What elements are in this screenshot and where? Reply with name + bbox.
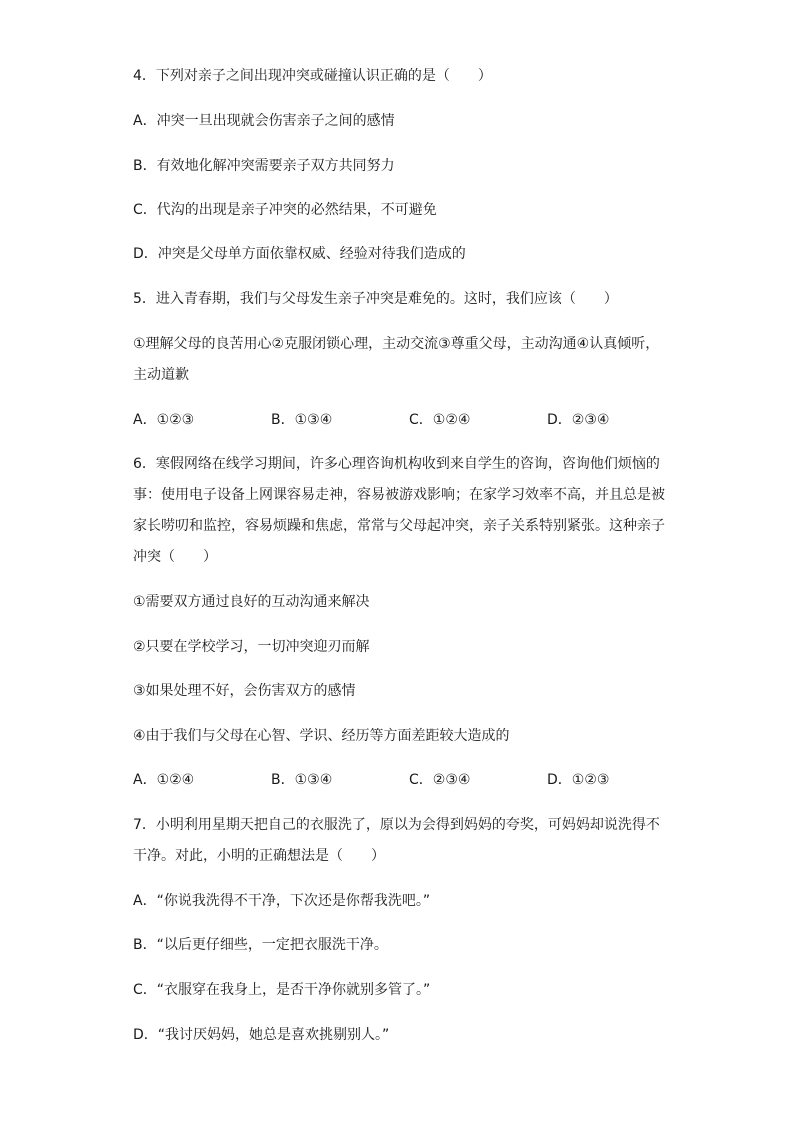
question-7-option-b: B．“以后更仔细些，一定把衣服洗干净。 xyxy=(133,937,388,953)
question-6-stem-line-4: 冲突（ ） xyxy=(133,549,217,565)
question-7-option-d: D．“我讨厌妈妈，她总是喜欢挑剔别人。” xyxy=(133,1027,390,1043)
question-4-stem: 4．下列对亲子之间出现冲突或碰撞认识正确的是（ ） xyxy=(133,68,492,84)
question-7-stem-line-2: 干净。对此，小明的正确想法是（ ） xyxy=(133,848,385,864)
question-4-option-c: C．代沟的出现是亲子冲突的必然结果，不可避免 xyxy=(133,202,437,218)
question-5-statements-line-2: 主动道歉 xyxy=(133,367,189,383)
question-6-option-b: B．①③④ xyxy=(271,772,333,788)
question-6-statement-2: ②只要在学校学习，一切冲突迎刃而解 xyxy=(133,639,370,655)
question-6-stem-line-2: 事：使用电子设备上网课容易走神，容易被游戏影响；在家学习效率不高，并且总是被 xyxy=(133,487,665,503)
question-5-option-d: D．②③④ xyxy=(547,412,610,428)
question-6-statement-4: ④由于我们与父母在心智、学识、经历等方面差距较大造成的 xyxy=(133,728,510,744)
question-4-option-b: B．有效地化解冲突需要亲子双方共同努力 xyxy=(133,158,395,174)
question-5-option-b: B．①③④ xyxy=(271,412,333,428)
question-5-option-c: C．①②④ xyxy=(409,412,471,428)
question-5-option-a: A．①②③ xyxy=(133,412,195,428)
question-6-option-c: C．②③④ xyxy=(409,772,471,788)
question-5-statements-line-1: ①理解父母的良苦用心②克服闭锁心理，主动交流③尊重父母，主动沟通④认真倾听， xyxy=(133,336,660,352)
question-4-option-a: A．冲突一旦出现就会伤害亲子之间的感情 xyxy=(133,113,395,129)
question-6-option-a: A．①②④ xyxy=(133,772,195,788)
question-4-option-d: D．冲突是父母单方面依靠权威、经验对待我们造成的 xyxy=(133,246,466,262)
question-5-stem: 5．进入青春期，我们与父母发生亲子冲突是难免的。这时，我们应该（ ） xyxy=(133,291,618,307)
question-6-stem-line-3: 家长唠叨和监控，容易烦躁和焦虑，常常与父母起冲突，亲子关系特别紧张。这种亲子 xyxy=(133,518,665,534)
question-6-option-d: D．①②③ xyxy=(547,772,610,788)
question-6-stem-line-1: 6．寒假网络在线学习期间，许多心理咨询机构收到来自学生的咨询，咨询他们烦恼的 xyxy=(133,456,660,472)
question-7-option-c: C．“衣服穿在我身上，是否干净你就别多管了。” xyxy=(133,982,431,998)
question-7-option-a: A．“你说我洗得不干净，下次还是你帮我洗吧。” xyxy=(133,893,431,909)
question-7-stem-line-1: 7．小明利用星期天把自己的衣服洗了，原以为会得到妈妈的夸奖，可妈妈却说洗得不 xyxy=(133,817,660,833)
question-6-statement-3: ③如果处理不好，会伤害双方的感情 xyxy=(133,683,356,699)
question-6-statement-1: ①需要双方通过良好的互动沟通来解决 xyxy=(133,594,370,610)
